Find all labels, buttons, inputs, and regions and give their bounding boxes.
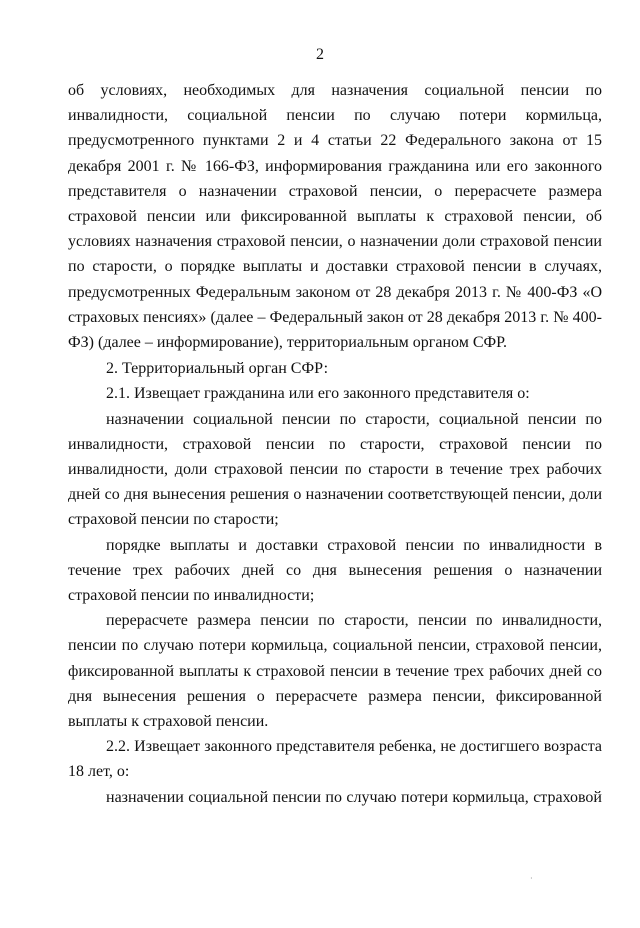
paragraph-assignment: назначении социальной пенсии по старости, социальной пенсии по инвалидности, страховой пенсии по старости, страховой пенсии по инвалидности, доли страховой пенсии по старости в течение трех рабочих дней со дня вынесения решения о назначении соответствующей пенсии, доли страховой пенсии по старости;: [68, 410, 602, 529]
paragraph-intro: об условиях, необходимых для назначения социальной пенсии по инвалидности, социальной пенсии по случаю потери кормильца, предусмотренного пунктами 2 и 4 статьи 22 Федерального закона от 15 декабря 2001 г. № 166-ФЗ, информирования гражданина или его законного представителя о назначении страховой пенсии, о перерасчете размера страховой пенсии или фиксированной выплаты к страховой пенсии, об условиях назначения страховой пенсии, о назначении доли страховой пенсии по старости, о порядке выплаты и доставки страховой пенсии в случаях, предусмотренных Федеральным законом от 28 декабря 2013 г. № 400-ФЗ «О страховых пенсиях» (далее – Федеральный закон от 28 декабря 2013 г. № 400-ФЗ) (далее – информирование), территориальным органом СФР.: [68, 82, 602, 352]
document-body: [68, 78, 602, 810]
scan-speck-mark: ·: [530, 874, 533, 883]
paragraph-item-2: 2. Территориальный орган СФР:: [106, 360, 329, 378]
paragraph-survivor-pension: назначении социальной пенсии по случаю потери кормильца, страховой: [106, 788, 602, 806]
paragraph-payment-order: порядке выплаты и доставки страховой пенсии по инвалидности в течение трех рабочих дней со дня вынесения решения о назначении страховой пенсии по инвалидности;: [68, 536, 602, 605]
paragraph-item-2-1: 2.1. Извещает гражданина или его законного представителя о:: [106, 385, 530, 403]
paragraph-item-2-2: 2.2. Извещает законного представителя ребенка, не достигшего возраста 18 лет, о:: [68, 738, 602, 781]
page-number: 2: [316, 46, 324, 63]
paragraph-recalculation: перерасчете размера пенсии по старости, пенсии по инвалидности, пенсии по случаю потери кормильца, социальной пенсии, страховой пенсии, фиксированной выплаты к страховой пенсии в течение трех рабочих дней со дня вынесения решения о перерасчете размера пенсии, фиксированной выплаты к страховой пенсии.: [68, 612, 602, 731]
